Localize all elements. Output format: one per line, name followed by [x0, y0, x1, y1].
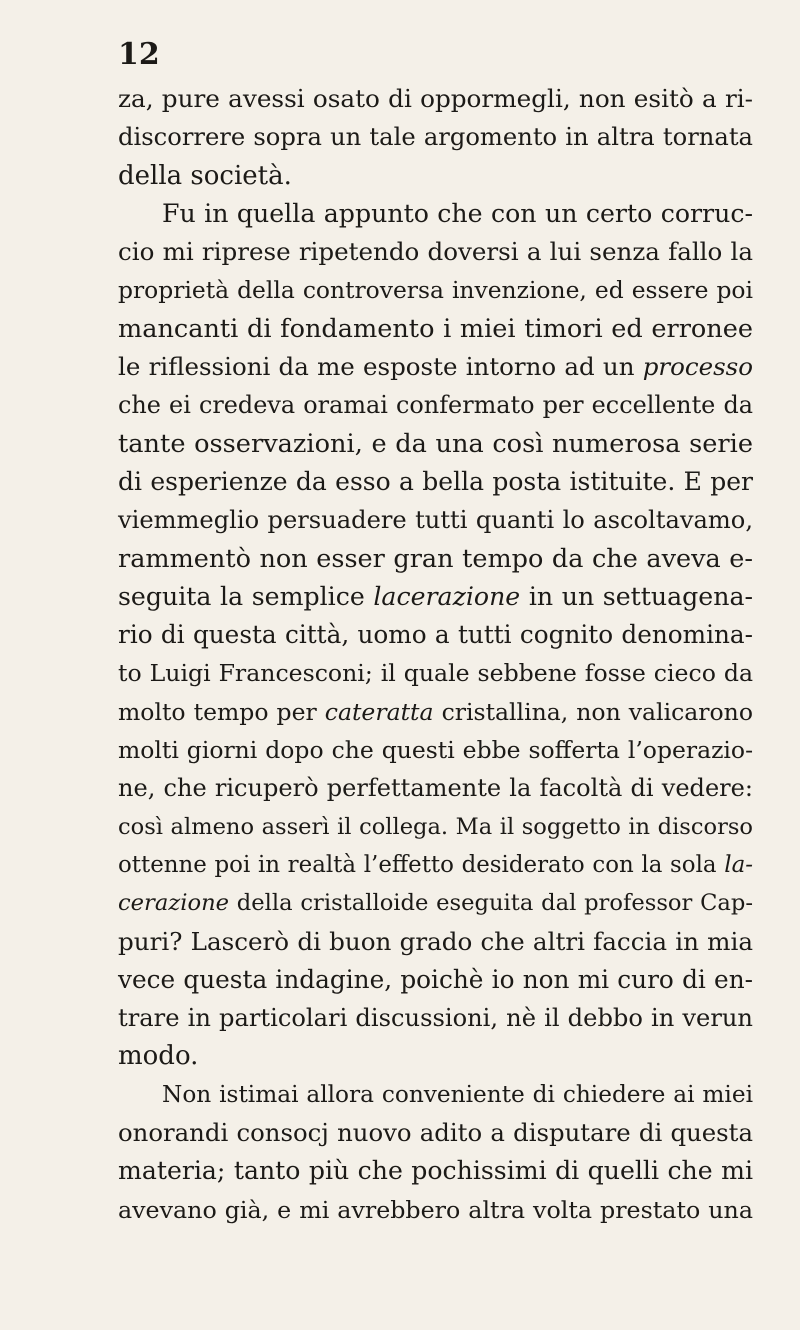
line-text-after: della cristalloide eseguita dal professor Cap- — [229, 890, 753, 917]
text-line — [118, 310, 753, 348]
italic-term: cerazione — [118, 890, 230, 917]
text-line — [118, 118, 753, 156]
text-line — [118, 654, 753, 692]
line-text: ottenne poi in realtà l’effetto desiderato con la sola — [118, 851, 725, 878]
line-text: della società. — [118, 160, 292, 191]
line-text: materia; tanto più che pochissimi di quelli che mi — [118, 1156, 753, 1186]
line-text: seguita la semplice — [118, 581, 374, 611]
text-line — [118, 884, 753, 922]
line-text: cio mi riprese ripetendo doversi a lui senza fallo la — [118, 237, 753, 267]
text-line — [118, 540, 753, 578]
line-text: to Luigi Francesconi; il quale sebbene fosse cieco da — [118, 659, 753, 688]
line-text: molti giorni dopo che questi ebbe sofferta l’operazio- — [118, 736, 753, 765]
line-text: di esperienze da esso a bella posta istituite. E per — [118, 466, 753, 496]
text-line — [118, 157, 753, 195]
text-line — [118, 348, 753, 386]
line-text: mancanti di fondamento i miei timori ed erronee — [118, 313, 753, 344]
line-text: puri? Lascerò di buon grado che altri faccia in mia — [118, 926, 753, 956]
italic-term: la- — [724, 851, 753, 878]
text-line — [118, 693, 753, 731]
line-text: proprietà della controversa invenzione, ed essere poi — [118, 276, 753, 305]
text-line — [118, 769, 753, 807]
page-number: 12 — [118, 37, 160, 72]
text-line — [118, 999, 753, 1037]
text-line — [118, 808, 753, 846]
text-line — [118, 1191, 753, 1229]
text-line — [118, 501, 753, 539]
line-text: vece questa indagine, poichè io non mi curo di en- — [118, 964, 753, 994]
line-text: le riflessioni da me esposte intorno ad un — [118, 352, 643, 382]
line-text: tante osservazioni, e da una così numerosa serie — [118, 428, 753, 459]
text-line — [118, 463, 753, 501]
text-line — [118, 1037, 753, 1075]
text-line — [118, 386, 753, 424]
line-text: discorrere sopra un tale argomento in altra tornata — [118, 123, 753, 152]
italic-term: lacerazione — [373, 581, 521, 611]
line-text-after: in un settuagena- — [520, 581, 753, 611]
line-text: onorandi consocj nuovo adito a disputare di questa — [118, 1118, 753, 1148]
line-text: rio di questa città, uomo a tutti cognito denomina- — [118, 620, 753, 650]
text-line — [118, 961, 753, 999]
body-text — [118, 80, 753, 1229]
line-text: za, pure avessi osato di oppormegli, non esitò a ri- — [118, 84, 753, 113]
text-line — [118, 233, 753, 271]
text-line — [118, 923, 753, 961]
text-line — [118, 616, 753, 654]
text-line — [118, 425, 753, 463]
line-text: che ei credeva oramai confermato per eccellente da — [118, 391, 753, 420]
text-line — [118, 271, 753, 309]
text-line — [118, 731, 753, 769]
text-line — [118, 1114, 753, 1152]
text-line — [118, 195, 753, 233]
line-text: modo. — [118, 1041, 199, 1072]
line-text: così almeno asserì il collega. Ma il soggetto in discorso — [118, 813, 753, 840]
line-text: avevano già, e mi avrebbero altra volta prestato una — [118, 1195, 753, 1224]
text-line — [118, 1076, 753, 1114]
line-text: viemmeglio persuadere tutti quanti lo ascoltavamo, — [118, 506, 753, 535]
text-line — [118, 80, 753, 118]
text-line — [118, 846, 753, 884]
line-text-after: cristallina, non valicarono — [433, 697, 753, 726]
line-text: Fu in quella appunto che con un certo corruc- — [162, 198, 753, 228]
text-line — [118, 1152, 753, 1190]
line-text: trare in particolari discussioni, nè il debbo in verun — [118, 1004, 753, 1033]
line-text: rammentò non esser gran tempo da che aveva e- — [118, 543, 753, 574]
italic-term: processo — [642, 352, 753, 382]
line-text: Non istimai allora conveniente di chiedere ai miei — [162, 1080, 753, 1108]
line-text: molto tempo per — [118, 697, 325, 726]
line-text: ne, che ricuperò perfettamente la facoltà di vedere: — [118, 774, 753, 803]
italic-term: cateratta — [324, 697, 434, 726]
text-line — [118, 578, 753, 616]
